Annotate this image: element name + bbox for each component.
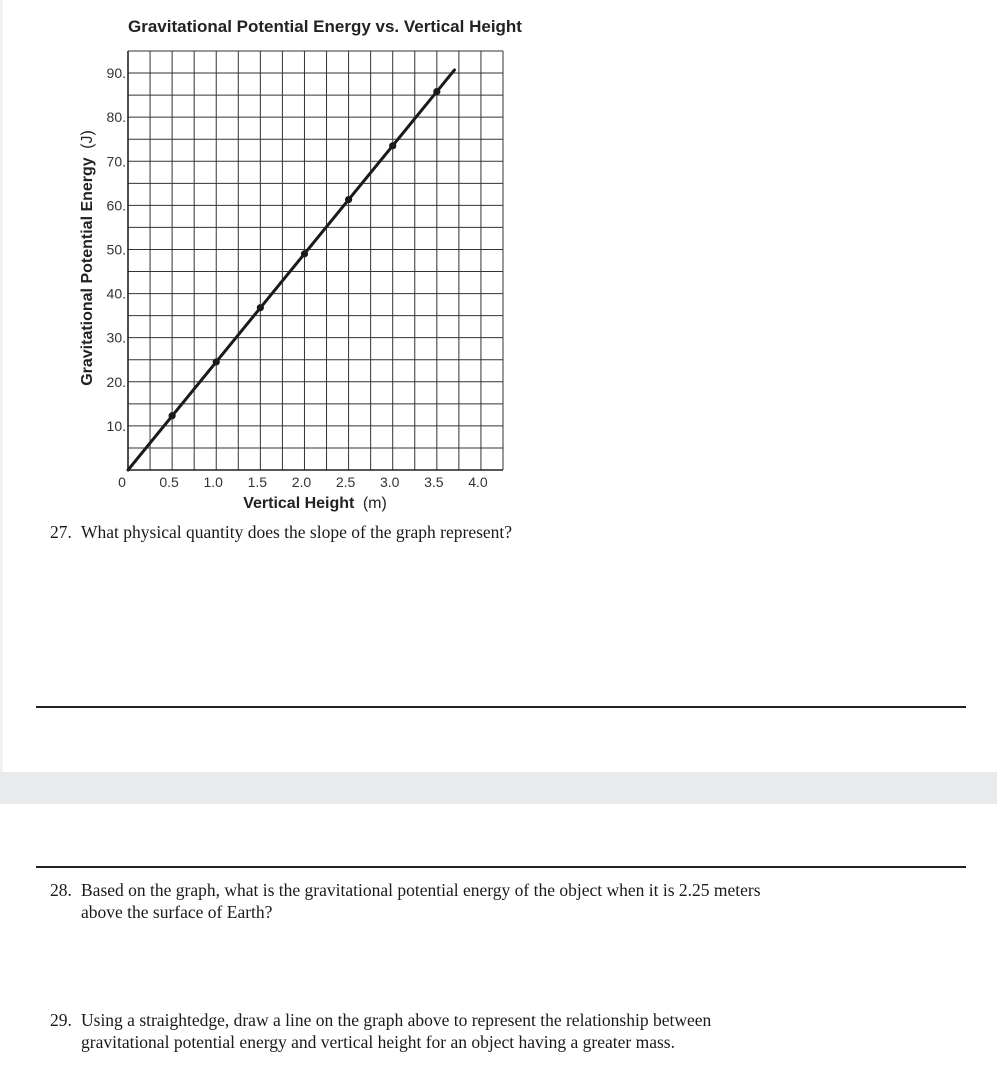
y-tick-label: 90. [106,65,126,82]
gpe-vs-height-chart [0,0,997,515]
data-point [433,88,440,95]
data-series [128,70,454,470]
question-text-line2: gravitational potential energy and vertical height for an object having a greater mass. [81,1032,675,1052]
question-28 [50,879,950,923]
answer-line-27b[interactable] [36,866,966,868]
page-separator [0,772,997,804]
series-line [128,70,454,470]
y-tick-label: 30. [106,329,126,346]
question-number: 27. [50,522,72,542]
x-axis-label [243,495,387,512]
y-tick-labels [107,65,126,434]
x-tick-label: 0 [118,474,126,490]
data-point [389,142,396,149]
question-27 [50,521,750,543]
data-point [169,412,176,419]
x-tick-labels [118,474,488,490]
question-text-line1: Using a straightedge, draw a line on the graph above to represent the relationship between [81,1010,712,1030]
question-text-line2: above the surface of Earth? [81,902,273,922]
x-axis-label-unit: (m) [362,495,387,512]
y-tick-label: 50. [106,241,126,258]
data-point [345,196,352,203]
y-axis-label-unit: (J) [79,130,96,149]
y-tick-label: 20. [106,373,126,390]
question-number: 28. [50,880,72,900]
chart-title: Gravitational Potential Energy vs. Vertical Height [128,17,522,36]
y-axis-label-main: Gravitational Potential Energy [79,157,96,386]
data-point [301,250,308,257]
question-text: What physical quantity does the slope of the graph represent? [81,522,513,542]
answer-line-27[interactable] [36,706,966,708]
x-tick-label: 1.0 [203,474,223,490]
x-tick-label: 2.5 [335,474,356,490]
chart-grid [128,51,503,470]
y-tick-label: 70. [106,153,126,170]
question-29 [50,1009,950,1053]
x-tick-label: 2.0 [291,474,312,490]
y-tick-label: 80. [106,109,126,126]
x-axis-label-main: Vertical Height [243,495,355,512]
data-point [213,358,220,365]
x-tick-label: 3.5 [424,474,444,490]
y-tick-label: 40. [106,285,126,302]
worksheet-page-bottom [0,804,997,1088]
x-tick-label: 0.5 [159,474,179,490]
y-tick-label: 10. [106,417,126,434]
x-tick-label: 4.0 [468,474,488,490]
x-tick-label: 3.0 [379,474,400,490]
chart-axes [128,51,503,470]
question-text-line1: Based on the graph, what is the gravitational potential energy of the object when it is 2.25 meters [81,880,761,900]
x-tick-label: 1.5 [247,474,268,490]
y-axis-label [79,130,96,386]
y-tick-label: 60. [106,197,126,214]
question-number: 29. [50,1010,72,1030]
data-point [257,304,264,311]
